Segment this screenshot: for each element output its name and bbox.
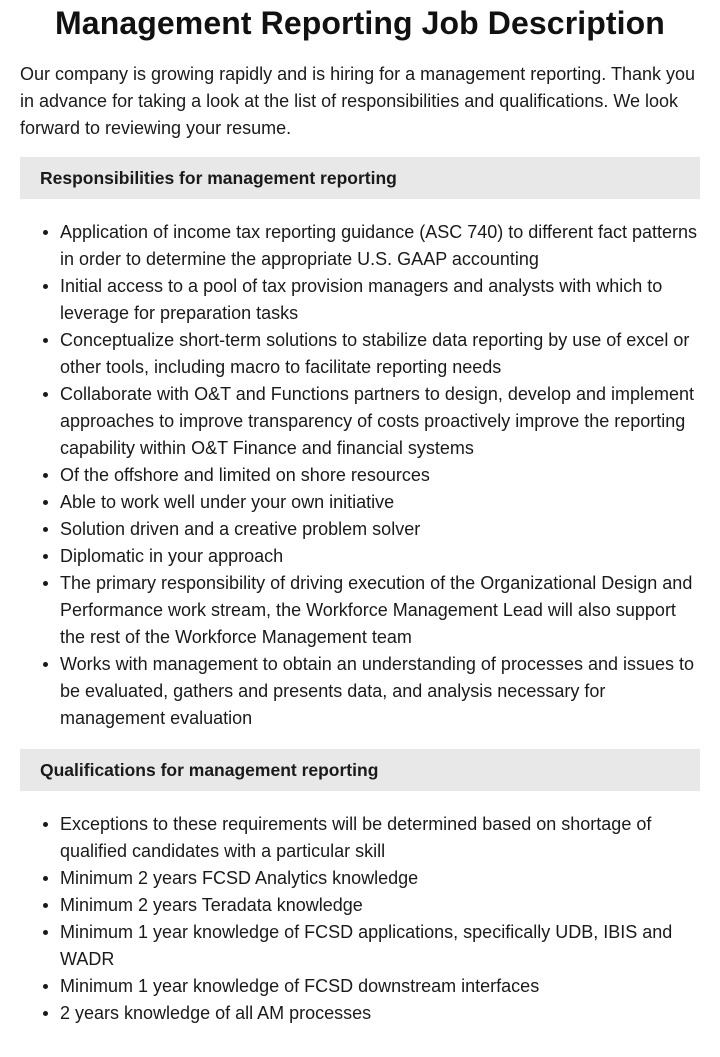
list-item: Collaborate with O&T and Functions partners to design, develop and implement approaches to improve transparency of costs proactively improve the reporting capability within O&T Finance and financial systems bbox=[60, 381, 700, 462]
list-item: Minimum 1 year knowledge of FCSD applications, specifically UDB, IBIS and WADR bbox=[60, 919, 700, 973]
list-item: Of the offshore and limited on shore resources bbox=[60, 462, 700, 489]
responsibilities-section bbox=[20, 157, 700, 732]
page-title: Management Reporting Job Description bbox=[55, 5, 665, 41]
list-item: Solution driven and a creative problem solver bbox=[60, 516, 700, 543]
qualifications-heading: Qualifications for management reporting bbox=[20, 749, 700, 791]
list-item: Minimum 2 years Teradata knowledge bbox=[60, 892, 700, 919]
list-item: Able to work well under your own initiative bbox=[60, 489, 700, 516]
list-item: Minimum 2 years FCSD Analytics knowledge bbox=[60, 865, 700, 892]
responsibilities-heading: Responsibilities for management reporting bbox=[20, 157, 700, 199]
list-item: Initial access to a pool of tax provision managers and analysts with which to leverage for preparation tasks bbox=[60, 273, 700, 327]
qualifications-list bbox=[20, 811, 700, 1027]
list-item: Application of income tax reporting guidance (ASC 740) to different fact patterns in order to determine the appropriate U.S. GAAP accounting bbox=[60, 219, 700, 273]
list-item: Conceptualize short-term solutions to stabilize data reporting by use of excel or other tools, including macro to facilitate reporting needs bbox=[60, 327, 700, 381]
responsibilities-list bbox=[20, 219, 700, 732]
list-item: 2 years knowledge of all AM processes bbox=[60, 1000, 700, 1027]
list-item: Diplomatic in your approach bbox=[60, 543, 700, 570]
list-item: Minimum 1 year knowledge of FCSD downstream interfaces bbox=[60, 973, 700, 1000]
list-item: Works with management to obtain an understanding of processes and issues to be evaluated, gathers and presents data, and analysis necessary for management evaluation bbox=[60, 651, 700, 732]
qualifications-section bbox=[20, 749, 700, 1027]
list-item: Exceptions to these requirements will be determined based on shortage of qualified candidates with a particular skill bbox=[60, 811, 700, 865]
list-item: The primary responsibility of driving execution of the Organizational Design and Performance work stream, the Workforce Management Lead will also support the rest of the Workforce Management team bbox=[60, 570, 700, 651]
intro-paragraph: Our company is growing rapidly and is hiring for a management reporting. Thank you in advance for taking a look at the list of responsibilities and qualifications. We look forward to reviewing your resume. bbox=[20, 64, 696, 138]
